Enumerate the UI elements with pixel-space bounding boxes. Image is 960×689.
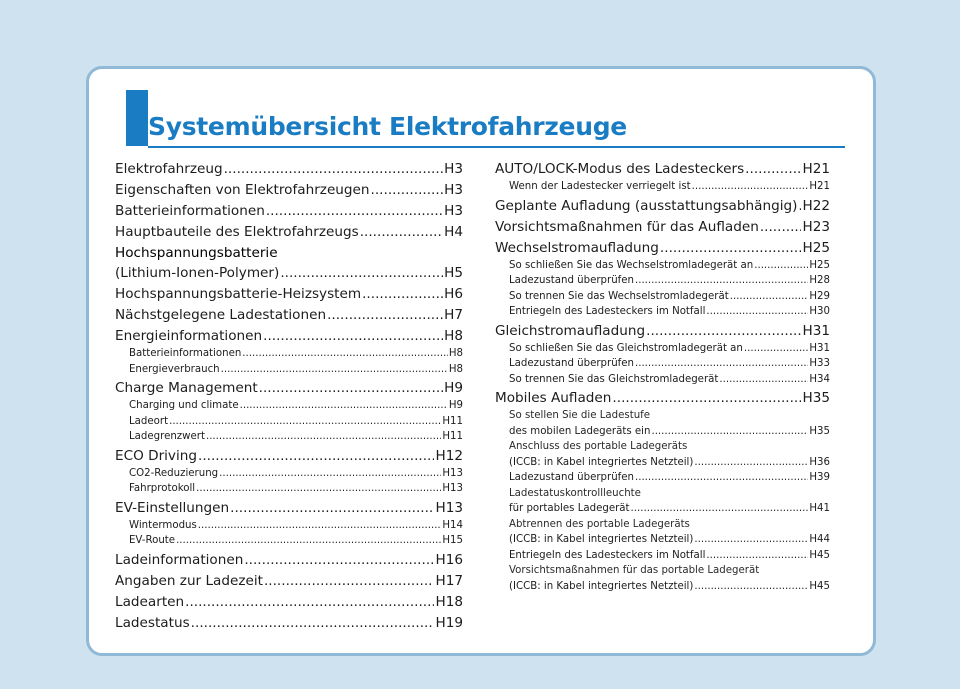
toc-entry-label: Wechselstromaufladung (495, 239, 659, 256)
toc-entry-label: (Lithium-Ionen-Polymer) (115, 265, 280, 281)
toc-entry[interactable] (115, 284, 463, 304)
toc-entry-row (115, 305, 463, 325)
toc-entry[interactable] (115, 305, 463, 325)
toc-page-number: H4 (444, 224, 463, 240)
toc-entry-label-line: Abtrennen des portable Ladegeräts (509, 518, 690, 530)
toc-page-number: H8 (448, 348, 463, 359)
toc-entry-label: Mobiles Aufladen (495, 390, 612, 406)
toc-entry-row (509, 341, 830, 357)
toc-page-number: H21 (802, 161, 830, 177)
toc-page-number: H35 (809, 425, 830, 437)
toc-entry-row (509, 372, 830, 388)
dot-leader (692, 179, 809, 195)
toc-entry[interactable] (115, 446, 463, 466)
toc-entry-row (495, 388, 830, 408)
dot-leader (224, 159, 444, 179)
toc-entry[interactable] (115, 159, 463, 179)
dot-leader (196, 481, 441, 497)
toc-entry-label: Batterieinformationen (129, 348, 242, 359)
toc-page-number: H9 (444, 380, 463, 396)
toc-entry[interactable] (495, 159, 830, 179)
toc-page-number: H22 (802, 197, 830, 214)
dot-leader (744, 341, 808, 357)
dot-leader (760, 217, 802, 237)
toc-subentry[interactable] (495, 258, 830, 274)
toc-entry-label: Vorsichtsmaßnahmen für das Aufladen (495, 218, 759, 235)
toc-entry[interactable] (115, 201, 463, 221)
toc-entry-label: des mobilen Ladegeräts ein (509, 425, 651, 437)
toc-page-number: H6 (444, 286, 463, 302)
toc-entry-row (509, 179, 830, 195)
toc-entry-label: Wintermodus (129, 519, 197, 531)
toc-entry-label: So schließen Sie das Wechselstromladegerät an (509, 259, 754, 271)
dot-leader (360, 222, 443, 242)
toc-entry[interactable] (115, 222, 463, 242)
toc-page-number: H34 (809, 373, 830, 385)
dot-leader (219, 466, 441, 482)
dot-leader (694, 579, 808, 595)
toc-entry-row (509, 289, 830, 305)
dot-leader (635, 273, 808, 289)
toc-page-number: H8 (444, 328, 463, 344)
toc-entry-label: CO2-Reduzierung (129, 467, 219, 479)
dot-leader (719, 372, 808, 388)
toc-page-number: H3 (444, 203, 463, 219)
toc-entry-label: Ladestatus (115, 614, 190, 631)
toc-entry[interactable] (495, 388, 830, 408)
toc-entry-row (509, 258, 830, 274)
toc-page-number: H13 (442, 483, 463, 494)
toc-entry[interactable] (495, 196, 830, 216)
toc-entry-label-line: Hochspannungsbatterie (115, 245, 278, 261)
toc-entry-label: Gleichstromaufladung (495, 322, 646, 339)
toc-entry-row (129, 362, 463, 378)
toc-entry-label: (ICCB: in Kabel integriertes Netzteil) (509, 456, 694, 468)
dot-leader (198, 446, 434, 466)
toc-entry[interactable] (495, 217, 830, 237)
toc-page-number: H18 (435, 593, 463, 610)
dot-leader (651, 424, 808, 440)
toc-page-number: H25 (809, 259, 830, 271)
toc-entry-row (115, 378, 463, 398)
toc-page-number: H7 (444, 307, 463, 323)
toc-page-number: H35 (802, 390, 830, 406)
toc-entry-row (115, 613, 463, 633)
dot-leader (371, 180, 444, 200)
toc-entry-row (495, 196, 830, 216)
dot-leader (694, 532, 808, 548)
toc-entry-row (495, 217, 830, 237)
toc-entry-row (509, 356, 830, 372)
toc-entry-row (115, 222, 463, 242)
toc-entry-row (115, 550, 463, 570)
toc-entry-label: Energieverbrauch (129, 363, 220, 375)
dot-leader (230, 498, 434, 518)
dot-leader (730, 289, 809, 305)
toc-entry-row (115, 263, 463, 283)
toc-entry[interactable] (115, 550, 463, 570)
toc-page-number: H41 (809, 503, 830, 514)
toc-entry-row (115, 571, 463, 591)
toc-page-number: H3 (444, 182, 463, 198)
toc-page-number: H23 (802, 218, 830, 235)
dot-leader (191, 613, 435, 633)
toc-page-number: H16 (435, 551, 463, 568)
toc-entry-row (115, 159, 463, 179)
toc-entry-label: Elektrofahrzeug (115, 161, 223, 177)
toc-entry-label: EV-Einstellungen (115, 499, 230, 516)
toc-entry-row (495, 159, 830, 179)
toc-entry-label: Nächstgelegene Ladestationen (115, 307, 327, 323)
toc-entry-label: für portables Ladegerät (509, 503, 630, 514)
toc-entry-label: Angaben zur Ladezeit (115, 572, 263, 589)
toc-subentry[interactable] (495, 179, 830, 195)
toc-subentry[interactable] (115, 518, 463, 534)
dot-leader (240, 398, 448, 414)
toc-subentry[interactable] (115, 398, 463, 414)
toc-entry-label: Ladeort (129, 415, 169, 427)
dot-leader (327, 305, 443, 325)
toc-entry-label: Ladezustand überprüfen (509, 472, 634, 483)
toc-subentry[interactable] (495, 548, 830, 564)
dot-leader (706, 304, 808, 320)
toc-page-number: H15 (442, 535, 463, 546)
toc-entry-label: Ladezustand überprüfen (509, 275, 634, 286)
toc-entry-label-line: Ladestatuskontrollleuchte (509, 487, 641, 499)
toc-entry-label: Entriegeln des Ladesteckers im Notfall (509, 306, 706, 317)
dot-leader (362, 284, 443, 304)
dot-leader (646, 321, 801, 341)
dot-leader (798, 196, 801, 216)
toc-entry-label: Fahrprotokoll (129, 483, 196, 494)
toc-subentry[interactable] (495, 304, 830, 320)
toc-entry-row (509, 455, 830, 471)
dot-leader (263, 326, 443, 346)
dot-leader (242, 346, 448, 362)
toc-page-number: H25 (802, 239, 830, 256)
toc-subentry[interactable] (115, 533, 463, 549)
toc-page-number: H45 (809, 549, 830, 561)
toc-page-number: H12 (435, 447, 463, 464)
toc-page-number: H11 (442, 415, 463, 427)
toc-entry[interactable] (115, 571, 463, 591)
toc-entry-row (509, 304, 830, 320)
toc-entry-label: (ICCB: in Kabel integriertes Netzteil) (509, 580, 694, 592)
toc-entry[interactable] (495, 238, 830, 258)
toc-subentry[interactable] (115, 362, 463, 378)
toc-entry-row (509, 548, 830, 564)
toc-page-number: H33 (809, 358, 830, 369)
toc-entry-row (495, 238, 830, 258)
toc-page-number: H14 (442, 519, 463, 531)
title-underline (148, 146, 845, 148)
toc-page-number: H21 (809, 181, 830, 192)
dot-leader (635, 470, 808, 486)
toc-entry-label: So trennen Sie das Wechselstromladegerät (509, 290, 729, 302)
toc-page-number: H3 (444, 161, 463, 177)
toc-entry-label: Charging und climate (129, 400, 239, 411)
toc-entry[interactable] (115, 326, 463, 346)
toc-entry[interactable] (115, 243, 463, 283)
dot-leader (694, 455, 808, 471)
toc-subentry[interactable] (115, 466, 463, 482)
toc-entry-row (129, 466, 463, 482)
toc-entry-label: EV-Route (129, 535, 176, 546)
toc-entry-label: AUTO/LOCK-Modus des Ladesteckers (495, 161, 745, 177)
toc-entry-label-line: Vorsichtsmaßnahmen für das portable Ladegerät (509, 565, 760, 576)
toc-page-number: H13 (442, 467, 463, 479)
toc-entry[interactable] (115, 592, 463, 612)
toc-page-number: H28 (809, 275, 830, 286)
dot-leader (280, 263, 443, 283)
toc-entry-row (129, 346, 463, 362)
dot-leader (706, 548, 808, 564)
dot-leader (631, 501, 809, 517)
toc-entry-label: Eigenschaften von Elektrofahrzeugen (115, 182, 370, 198)
toc-entry-label: Charge Management (115, 380, 258, 396)
toc-entry-label: So trennen Sie das Gleichstromladegerät (509, 373, 719, 385)
dot-leader (660, 238, 802, 258)
toc-entry-label: Ladearten (115, 593, 185, 610)
toc-entry-label: Hauptbauteile des Elektrofahrzeugs (115, 224, 359, 240)
toc-entry-label: Wenn der Ladestecker verriegelt ist (509, 181, 691, 192)
toc-page-number: H13 (435, 499, 463, 516)
toc-entry-row (115, 446, 463, 466)
toc-entry-label: Entriegeln des Ladesteckers im Notfall (509, 549, 706, 561)
toc-page-number: H17 (435, 572, 463, 589)
toc-entry-label: Hochspannungsbatterie-Heizsystem (115, 286, 362, 302)
toc-subentry[interactable] (495, 372, 830, 388)
title-accent-bar (126, 90, 148, 146)
toc-entry-row (115, 592, 463, 612)
dot-leader (266, 201, 443, 221)
toc-entry[interactable] (115, 613, 463, 633)
toc-subentry[interactable] (115, 414, 463, 430)
toc-entry-label: Ladezustand überprüfen (509, 358, 634, 369)
toc-column-right (495, 158, 830, 594)
toc-entry[interactable] (115, 498, 463, 518)
toc-entry-row (495, 321, 830, 341)
toc-subentry[interactable] (115, 429, 463, 445)
toc-entry-label: ECO Driving (115, 447, 198, 464)
dot-leader (176, 533, 441, 549)
toc-subentry[interactable] (495, 486, 830, 517)
toc-entry[interactable] (115, 180, 463, 200)
page-title: Systemübersicht Elektrofahrzeuge (148, 112, 627, 141)
dot-leader (198, 518, 442, 534)
toc-entry-label: Ladegrenzwert (129, 431, 205, 442)
toc-column-left (115, 158, 463, 633)
dot-leader (754, 258, 808, 274)
toc-entry-label-line: Anschluss des portable Ladegeräts (509, 441, 688, 452)
toc-entry-row (129, 518, 463, 534)
toc-entry-label: So schließen Sie das Gleichstromladegerät an (509, 342, 743, 354)
toc-entry-row (129, 481, 463, 497)
toc-entry-row (115, 201, 463, 221)
toc-entry-label: Batterieinformationen (115, 203, 265, 219)
dot-leader (745, 159, 801, 179)
toc-entry-label: (ICCB: in Kabel integriertes Netzteil) (509, 534, 694, 545)
dot-leader (169, 414, 441, 430)
toc-page-number: H11 (442, 431, 463, 442)
toc-entry-row (509, 579, 830, 595)
toc-subentry[interactable] (495, 470, 830, 486)
toc-entry-row (509, 532, 830, 548)
toc-entry-label-line: So stellen Sie die Ladestufe (509, 410, 651, 421)
toc-subentry[interactable] (115, 346, 463, 362)
toc-subentry[interactable] (495, 439, 830, 470)
toc-entry-row (129, 414, 463, 430)
toc-entry-label: Geplante Aufladung (ausstattungsabhängig) (495, 197, 798, 214)
toc-subentry[interactable] (495, 273, 830, 289)
toc-entry-row (129, 398, 463, 414)
toc-entry-label: Energieinformationen (115, 328, 263, 344)
toc-entry-row (129, 533, 463, 549)
toc-page-number: H31 (809, 342, 830, 354)
toc-entry[interactable] (495, 321, 830, 341)
toc-page-number: H5 (444, 265, 463, 281)
toc-page-number: H31 (802, 322, 830, 339)
toc-page-number: H19 (435, 614, 463, 631)
dot-leader (259, 378, 443, 398)
toc-subentry[interactable] (495, 517, 830, 548)
toc-entry-row (509, 424, 830, 440)
dot-leader (264, 571, 435, 591)
toc-page-number: H29 (809, 290, 830, 302)
toc-entry-row (115, 326, 463, 346)
toc-page-number: H44 (809, 534, 830, 545)
toc-page-number: H36 (809, 456, 830, 468)
dot-leader (185, 592, 434, 612)
toc-subentry[interactable] (495, 408, 830, 439)
toc-page-number: H9 (448, 400, 463, 411)
toc-entry-row (509, 470, 830, 486)
toc-page-number: H8 (448, 363, 463, 375)
toc-entry[interactable] (115, 378, 463, 398)
toc-page-number: H45 (809, 580, 830, 592)
dot-leader (635, 356, 808, 372)
dot-leader (244, 550, 434, 570)
toc-subentry[interactable] (495, 289, 830, 305)
toc-page-number: H39 (809, 472, 830, 483)
toc-subentry[interactable] (495, 563, 830, 594)
toc-entry-row (115, 498, 463, 518)
dot-leader (221, 362, 448, 378)
toc-subentry[interactable] (115, 481, 463, 497)
toc-entry-row (115, 180, 463, 200)
toc-subentry[interactable] (495, 356, 830, 372)
dot-leader (206, 429, 441, 445)
toc-entry-row (129, 429, 463, 445)
toc-entry-row (509, 501, 830, 517)
toc-page-number: H30 (809, 306, 830, 317)
toc-subentry[interactable] (495, 341, 830, 357)
toc-entry-row (509, 273, 830, 289)
toc-entry-label: Ladeinformationen (115, 551, 244, 568)
dot-leader (612, 388, 801, 408)
toc-entry-row (115, 284, 463, 304)
